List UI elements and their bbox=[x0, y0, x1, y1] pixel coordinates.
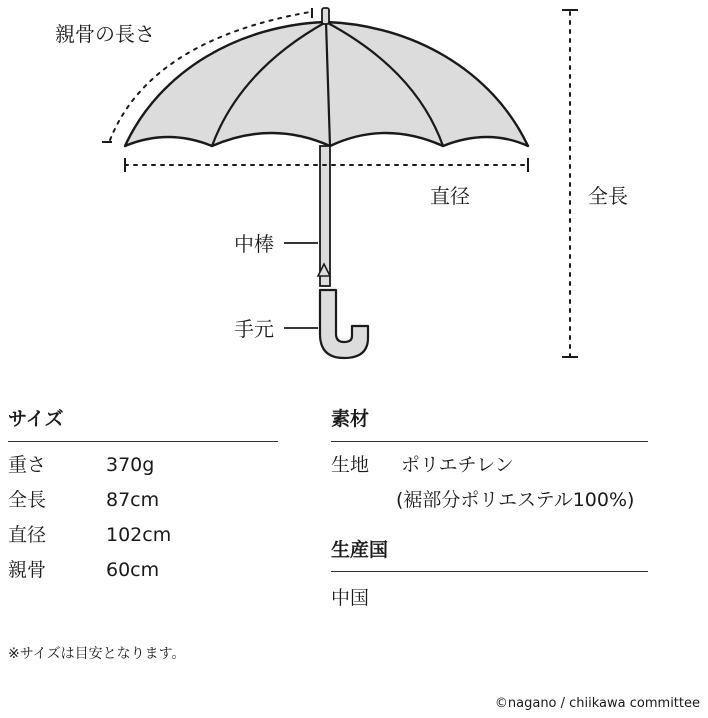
material-section-divider bbox=[331, 441, 648, 442]
umbrella-handle bbox=[320, 290, 368, 358]
size-row-key: 直径 bbox=[8, 524, 47, 546]
material-section-title: 素材 bbox=[331, 408, 370, 430]
size-row-key: 親骨 bbox=[8, 559, 47, 581]
origin-section-divider bbox=[331, 571, 648, 572]
size-row-value: 102cm bbox=[106, 524, 172, 546]
origin-section-title: 生産国 bbox=[331, 539, 389, 561]
material-row-value: ポリエチレン bbox=[401, 454, 514, 476]
label-diameter: 直径 bbox=[430, 184, 470, 208]
label-rib-length: 親骨の長さ bbox=[55, 22, 155, 46]
size-row-key: 全長 bbox=[8, 489, 47, 511]
material-row-value: (裾部分ポリエステル100%) bbox=[396, 489, 635, 511]
umbrella-tip bbox=[322, 8, 329, 24]
size-note: ※サイズは目安となります。 bbox=[8, 646, 186, 662]
size-row-value: 60cm bbox=[106, 559, 160, 581]
size-row-value: 87cm bbox=[106, 489, 160, 511]
label-total-length: 全長 bbox=[588, 184, 628, 208]
label-handle: 手元 bbox=[234, 317, 274, 341]
material-row-key: 生地 bbox=[331, 454, 370, 476]
size-section-title: サイズ bbox=[8, 408, 64, 430]
size-row-value: 370g bbox=[106, 454, 155, 476]
copyright-text: ©nagano / chiikawa committee bbox=[494, 696, 700, 711]
label-shaft: 中棒 bbox=[234, 232, 274, 256]
size-section-divider bbox=[8, 441, 278, 442]
origin-value: 中国 bbox=[331, 587, 370, 609]
size-row-key: 重さ bbox=[8, 454, 47, 476]
